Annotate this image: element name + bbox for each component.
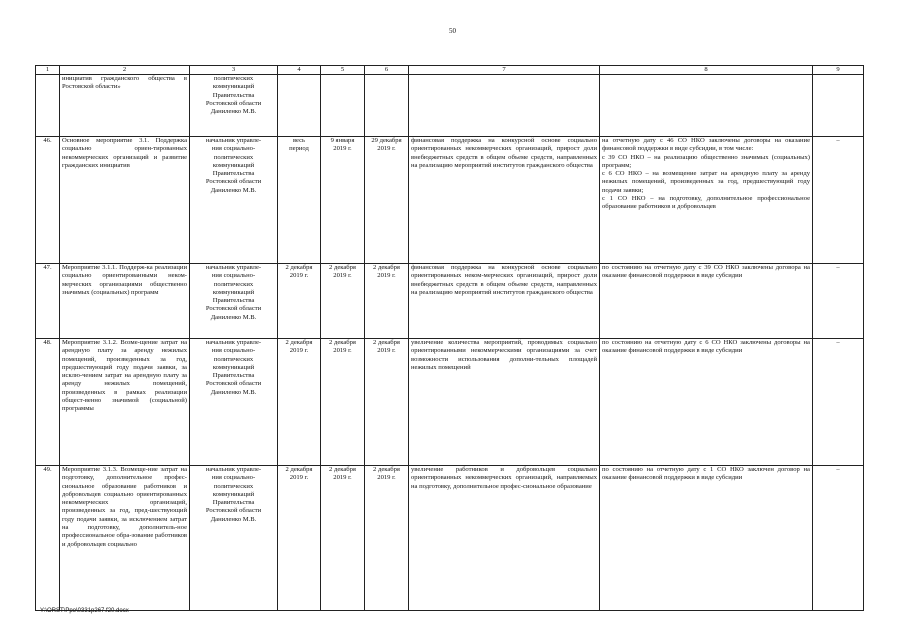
note: – bbox=[813, 264, 864, 339]
responsible-executor: начальник управле- ния социально- политических коммуникаций Правительства Ростовской области Даниленко М.В. bbox=[190, 137, 278, 264]
table-row bbox=[36, 137, 864, 264]
actual-result: на отчетную дату с 46 СО НКО заключены договоры на оказание финансовой поддержки в виде субсидии, в том числе: с 39 СО НКО – на реализацию общественно значимых (социальных) программ; с 6 СО НКО – на возмещение затрат на арендную плату за аренду нежилых помещений, произведенных за год, предшествующий году подачи заявки; с 1 СО НКО – на подготовку, дополнительное профессиональное образование работников и добровольцев bbox=[600, 137, 813, 264]
note: – bbox=[813, 137, 864, 264]
start-date: 2 декабря 2019 г. bbox=[321, 339, 365, 466]
expected-result: увеличение количества мероприятий, проводимых социально ориентированными некоммерческими организациями за счет возможности использования дополни-тельных площадей нежилых помещений bbox=[409, 339, 600, 466]
event-name: Основное мероприятие 3.1. Поддержка социально ориен-тированных некоммерческих организаций и развитие гражданских инициатив bbox=[60, 137, 190, 264]
end-date: 29 декабря 2019 г. bbox=[365, 137, 409, 264]
table-row bbox=[36, 264, 864, 339]
report-table bbox=[35, 65, 864, 611]
expected-result bbox=[409, 75, 600, 137]
expected-result: увеличение работников и добровольцев социально ориентированных некоммерческих организаций, направляемых на подготовку, дополнительное профес-сиональное образование bbox=[409, 466, 600, 611]
start-date: 2 декабря 2019 г. bbox=[321, 466, 365, 611]
expected-result: финансовая поддержка на конкурсной основе социально ориентированных некоммерческих организаций, прирост доли внебюджетных средств в общем объеме средств, направленных на реализацию мероприятий институтов гражданского общества bbox=[409, 137, 600, 264]
implementation-period: весь период bbox=[278, 137, 321, 264]
event-name: инициатив гражданского общества в Ростовской области» bbox=[60, 75, 190, 137]
row-number: 47. bbox=[36, 264, 60, 339]
implementation-period: 2 декабря 2019 г. bbox=[278, 339, 321, 466]
table-row bbox=[36, 75, 864, 137]
responsible-executor: политических коммуникаций Правительства Ростовской области Даниленко М.В. bbox=[190, 75, 278, 137]
note: – bbox=[813, 466, 864, 611]
end-date: 2 декабря 2019 г. bbox=[365, 264, 409, 339]
column-header: 5 bbox=[321, 66, 365, 75]
row-number bbox=[36, 75, 60, 137]
row-number: 49. bbox=[36, 466, 60, 611]
actual-result: по состоянию на отчетную дату с 1 СО НКО заключен договор на оказание финансовой поддержки в виде субсидии bbox=[600, 466, 813, 611]
file-path-footer: Y:\ORST\Ppo\0331p267.f20.docx bbox=[40, 608, 129, 614]
column-number-row bbox=[36, 66, 864, 75]
note bbox=[813, 75, 864, 137]
implementation-period: 2 декабря 2019 г. bbox=[278, 264, 321, 339]
expected-result: финансовая поддержка на конкурсной основе социально ориентированных неком-мерческих организаций, прирост доли внебюджетных средств в общем объеме средств, направленных на реализацию мероприятий институтов гражданского общества bbox=[409, 264, 600, 339]
column-header: 4 bbox=[278, 66, 321, 75]
implementation-period: 2 декабря 2019 г. bbox=[278, 466, 321, 611]
column-header: 3 bbox=[190, 66, 278, 75]
end-date: 2 декабря 2019 г. bbox=[365, 466, 409, 611]
actual-result: по состоянию на отчетную дату с 6 СО НКО заключены договоры на оказание финансовой поддержки в виде субсидии bbox=[600, 339, 813, 466]
event-name: Мероприятие 3.1.2. Возме-щение затрат на арендную плату за аренду нежилых помещений, произведенных за год, предшествующий году подачи заявки, за исклю-чением затрат на арендную плату за аренду нежилых помещений, произведенных в рамках реализации общест-венно значимой (социальной) программы bbox=[60, 339, 190, 466]
event-name: Мероприятие 3.1.1. Поддерж-ка реализации социально ориентированными неком-мерческих организациями общественно значимых (социальных) программ bbox=[60, 264, 190, 339]
column-header: 9 bbox=[813, 66, 864, 75]
responsible-executor: начальник управле- ния социально- политических коммуникаций Правительства Ростовской области Даниленко М.В. bbox=[190, 339, 278, 466]
end-date bbox=[365, 75, 409, 137]
page-number: 50 bbox=[449, 27, 456, 35]
start-date: 2 декабря 2019 г. bbox=[321, 264, 365, 339]
event-name: Мероприятие 3.1.3. Возмеще-ние затрат на подготовку, дополнительное профес-сиональное образование работников и добровольцев социально ориентированных некоммерческих организаций, произведенных за год, пред-шествующий году подачи заявки, за исключением затрат на подготовку, дополнитель-ное профессиональное обра-зование работников и добровольцев социально bbox=[60, 466, 190, 611]
responsible-executor: начальник управле- ния социально- политических коммуникаций Правительства Ростовской области Даниленко М.В. bbox=[190, 264, 278, 339]
responsible-executor: начальник управле- ния социально- политических коммуникаций Правительства Ростовской области Даниленко М.В. bbox=[190, 466, 278, 611]
note: – bbox=[813, 339, 864, 466]
table-row bbox=[36, 339, 864, 466]
column-header: 8 bbox=[600, 66, 813, 75]
implementation-period bbox=[278, 75, 321, 137]
column-header: 6 bbox=[365, 66, 409, 75]
column-header: 2 bbox=[60, 66, 190, 75]
column-header: 1 bbox=[36, 66, 60, 75]
actual-result: по состоянию на отчетную дату с 39 СО НКО заключены договора на оказание финансовой поддержки в виде субсидии bbox=[600, 264, 813, 339]
table-row bbox=[36, 466, 864, 611]
row-number: 48. bbox=[36, 339, 60, 466]
column-header: 7 bbox=[409, 66, 600, 75]
start-date: 9 января 2019 г. bbox=[321, 137, 365, 264]
end-date: 2 декабря 2019 г. bbox=[365, 339, 409, 466]
actual-result bbox=[600, 75, 813, 137]
start-date bbox=[321, 75, 365, 137]
row-number: 46. bbox=[36, 137, 60, 264]
